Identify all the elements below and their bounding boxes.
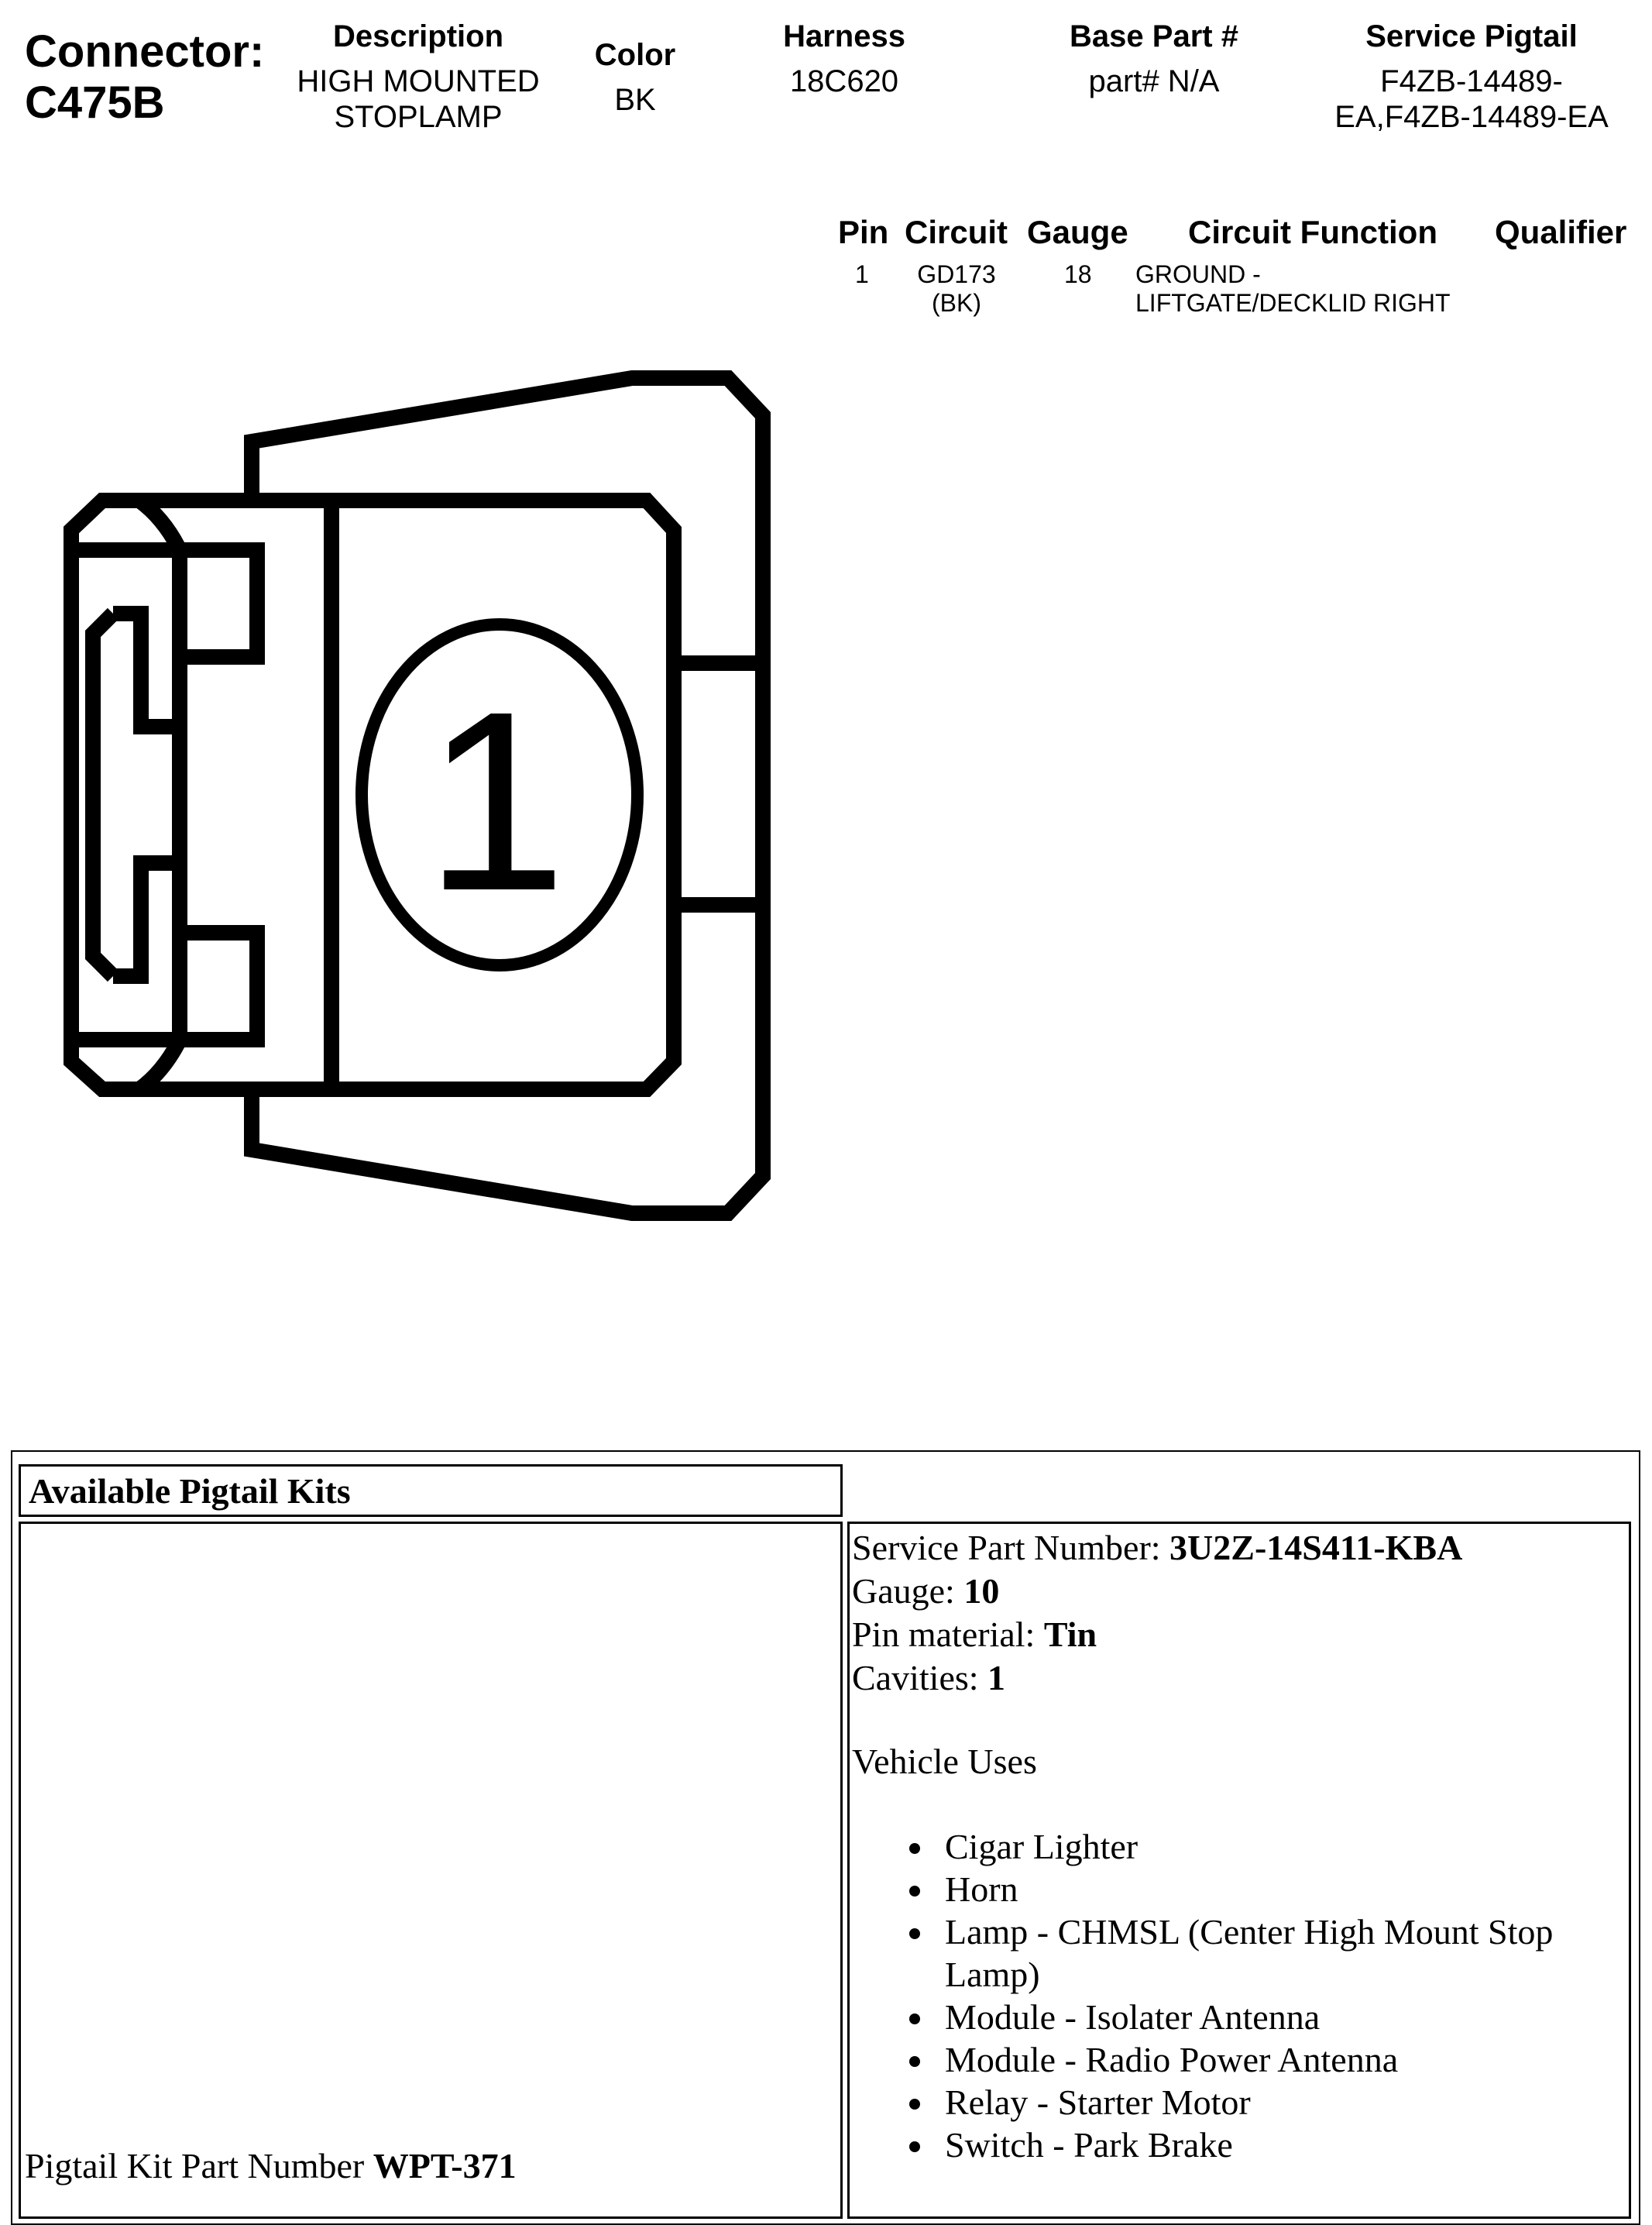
description-value-line-1: HIGH MOUNTED xyxy=(297,64,540,98)
base-part-column xyxy=(1038,19,1270,99)
cavities-line xyxy=(852,1656,1462,1700)
list-item: Module - Isolater Antenna xyxy=(945,1996,1611,2038)
pigtail-kit-specs xyxy=(852,1526,1462,1700)
pigtail-kit-part-number xyxy=(25,2146,517,2186)
vehicle-uses-title: Vehicle Uses xyxy=(852,1742,1037,1781)
circuit-function-line-1: GROUND - xyxy=(1135,260,1261,288)
color-label: Color xyxy=(594,38,676,72)
kit-gauge-value: 10 xyxy=(963,1571,1000,1611)
service-pigtail-column xyxy=(1309,19,1634,135)
kit-part-value: WPT-371 xyxy=(373,2146,517,2185)
service-part-number-line xyxy=(852,1526,1462,1570)
list-item: Switch - Park Brake xyxy=(945,2124,1611,2166)
pin-material-value: Tin xyxy=(1043,1615,1097,1654)
service-part-label: Service Part Number: xyxy=(852,1528,1170,1567)
connector-face-diagram xyxy=(62,370,790,1223)
kit-gauge-label: Gauge: xyxy=(852,1571,964,1611)
circuit-function-header: Circuit Function xyxy=(1188,214,1437,250)
kit-part-label: Pigtail Kit Part Number xyxy=(25,2146,373,2185)
connector-id: C475B xyxy=(25,77,165,128)
cavities-value: 1 xyxy=(987,1658,1006,1697)
pin-material-line xyxy=(852,1613,1462,1656)
description-column xyxy=(279,19,558,135)
description-value-line-2: STOPLAMP xyxy=(334,100,503,134)
connector-label: Connector: xyxy=(25,26,265,77)
harness-label: Harness xyxy=(783,19,905,53)
service-part-value: 3U2Z-14S411-KBA xyxy=(1169,1528,1463,1567)
latch-side-edge xyxy=(93,614,113,976)
latch-lower-arm xyxy=(113,863,180,1040)
pigtail-kit-image-cell xyxy=(19,1522,843,2219)
connector-body-outline xyxy=(71,500,674,1089)
circuit-color: (BK) xyxy=(932,289,981,317)
harness-column xyxy=(744,19,945,99)
pin-material-label: Pin material: xyxy=(852,1615,1044,1654)
circuit-function-line-2: LIFTGATE/DECKLID RIGHT xyxy=(1135,289,1451,317)
harness-value: 18C620 xyxy=(789,64,899,98)
connector-title xyxy=(25,26,264,129)
base-part-label: Base Part # xyxy=(1070,19,1238,53)
list-item: Cigar Lighter xyxy=(945,1825,1611,1868)
gauge-value: 18 xyxy=(1064,260,1092,288)
circuit-function-value xyxy=(1135,260,1451,318)
gauge-line xyxy=(852,1570,1462,1613)
list-item: Lamp - CHMSL (Center High Mount Stop Lamp) xyxy=(945,1910,1611,1996)
gauge-header: Gauge xyxy=(1027,214,1128,250)
color-column xyxy=(565,37,705,118)
service-pigtail-value-line-2: EA,F4ZB-14489-EA xyxy=(1334,100,1609,134)
circuit-header: Circuit xyxy=(905,214,1008,250)
pin-header: Pin xyxy=(838,214,889,250)
list-item: Module - Radio Power Antenna xyxy=(945,2038,1611,2081)
pin-number: 1 xyxy=(855,260,869,288)
qualifier-header: Qualifier xyxy=(1495,214,1627,250)
list-item: Relay - Starter Motor xyxy=(945,2081,1611,2124)
vehicle-uses-list xyxy=(852,1825,1611,2166)
color-value: BK xyxy=(614,83,656,117)
description-label: Description xyxy=(332,19,504,53)
service-pigtail-value-line-1: F4ZB-14489- xyxy=(1380,64,1563,98)
base-part-value: part# N/A xyxy=(1088,64,1220,98)
service-pigtail-label: Service Pigtail xyxy=(1365,19,1578,53)
pin-1-label: 1 xyxy=(424,658,567,944)
cavities-label: Cavities: xyxy=(852,1658,988,1697)
list-item: Horn xyxy=(945,1868,1611,1910)
circuit-value xyxy=(914,260,999,318)
latch-upper-arm xyxy=(113,550,180,727)
available-pigtail-kits-title: Available Pigtail Kits xyxy=(19,1464,843,1517)
circuit-code: GD173 xyxy=(917,260,996,288)
